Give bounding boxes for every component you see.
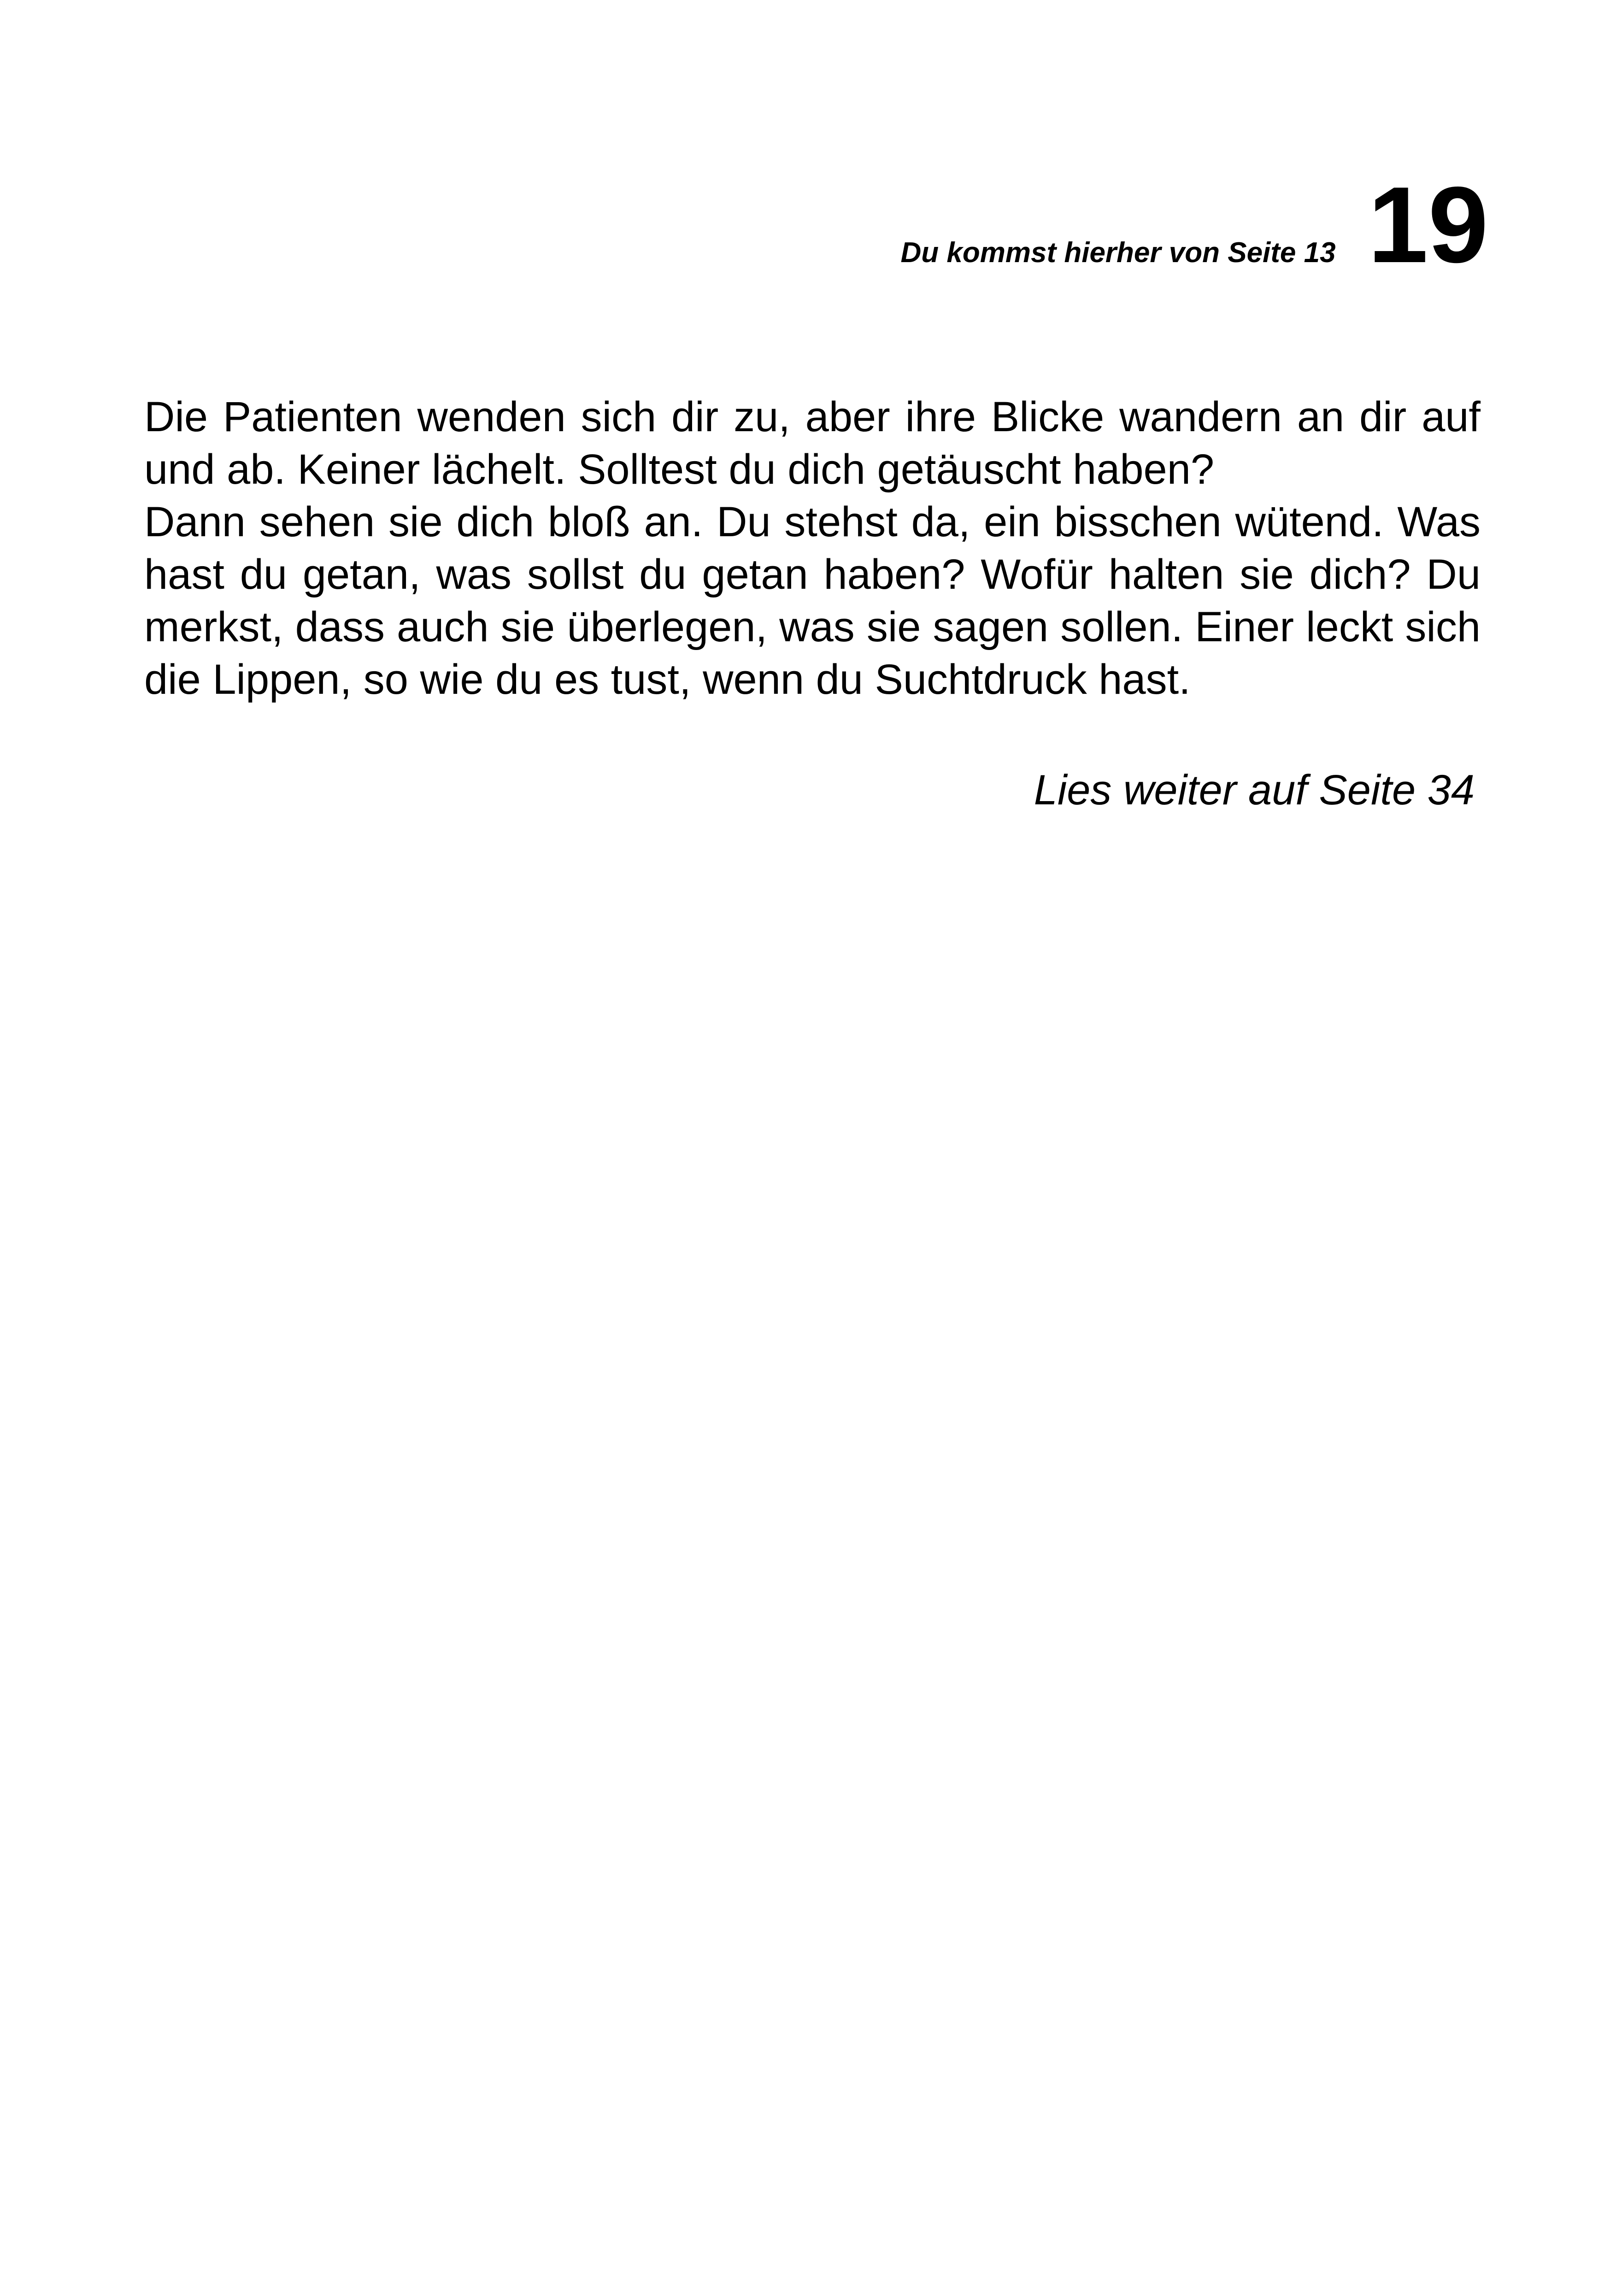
- page-header: [829, 164, 1488, 285]
- story-paragraph: Dann sehen sie dich bloß an. Du stehst da, ein bisschen wütend. Was hast du getan, was sollst du getan haben? Wofür halten sie dich? Du merkst, dass auch sie überlegen, was sie sagen sollen. Einer leckt sich die Lippen, so wie du es tust, wenn du Suchtdruck hast.: [144, 498, 1481, 703]
- story-paragraph: Die Patienten wenden sich dir zu, aber ihre Blicke wandern an dir auf und ab. Keiner lächelt. Solltest du dich getäuscht haben?: [144, 393, 1481, 493]
- continue-reference: Lies weiter auf Seite 34: [1034, 767, 1475, 814]
- source-page-reference: Du kommst hierher von Seite 13: [900, 237, 1336, 269]
- story-text: [144, 391, 1481, 706]
- page-number: 19: [1368, 164, 1488, 285]
